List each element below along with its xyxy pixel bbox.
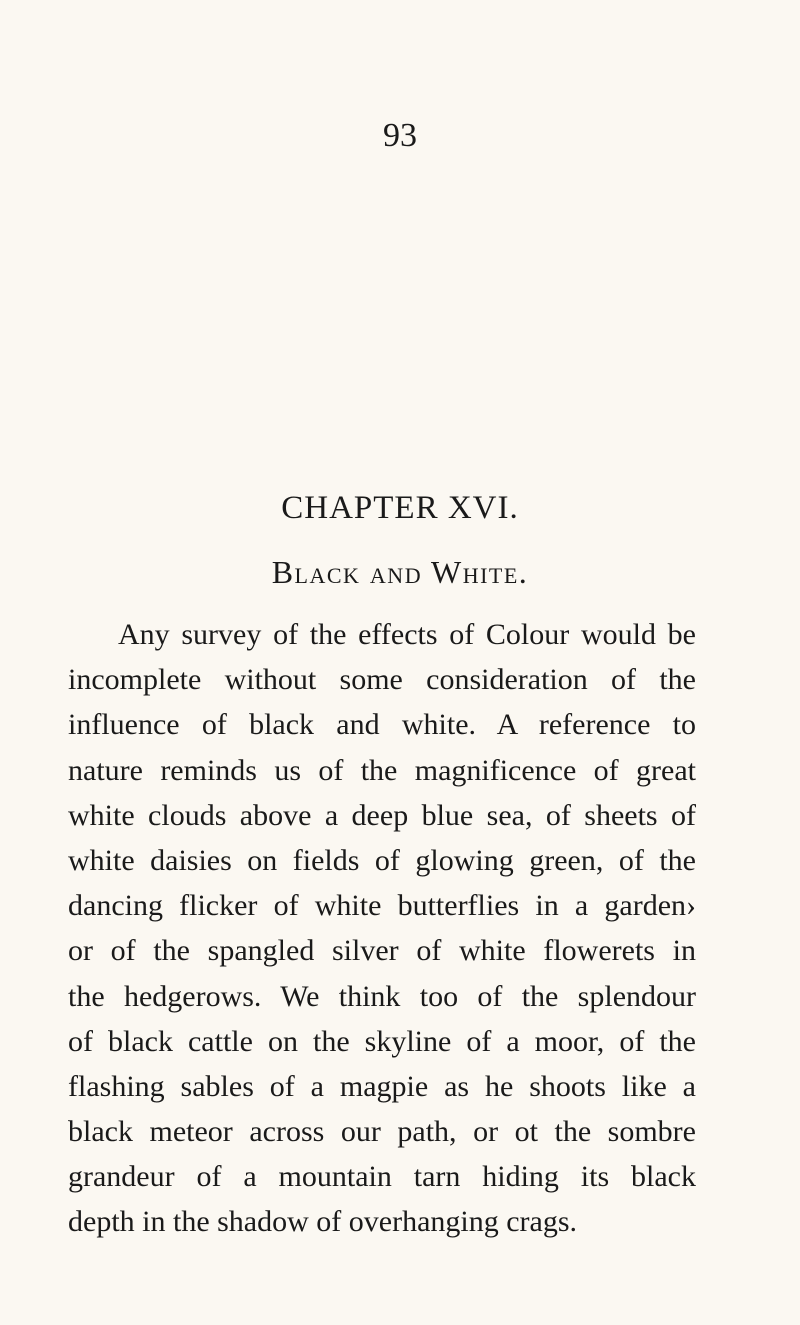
text-line: or of the spangled silver of white flowerets in <box>68 934 696 968</box>
text-line: black meteor across our path, or ot the sombre <box>68 1115 696 1149</box>
text-line: nature reminds us of the magnificence of great <box>68 753 696 787</box>
text-line: influence of black and white. A reference to <box>68 708 696 742</box>
text-line: grandeur of a mountain tarn hiding its black <box>68 1160 696 1194</box>
text-line: incomplete without some consideration of the <box>68 663 696 697</box>
page-number: 93 <box>383 117 417 154</box>
body-paragraph <box>68 612 696 1245</box>
text-line: the hedgerows. We think too of the splendour <box>68 979 696 1013</box>
chapter-title: CHAPTER XVI. <box>281 490 519 526</box>
chapter-subtitle: Black and White. <box>271 554 529 590</box>
text-line: depth in the shadow of overhanging crags. <box>68 1205 578 1239</box>
text-line: white clouds above a deep blue sea, of sheets of <box>68 798 696 832</box>
text-line: Any survey of the effects of Colour would be <box>118 618 696 651</box>
text-line: flashing sables of a magpie as he shoots like a <box>68 1069 696 1103</box>
text-line: of black cattle on the skyline of a moor, of the <box>68 1024 696 1058</box>
text-line: dancing flicker of white butterflies in a garden› <box>68 889 696 923</box>
text-line: white daisies on fields of glowing green, of the <box>68 843 696 877</box>
